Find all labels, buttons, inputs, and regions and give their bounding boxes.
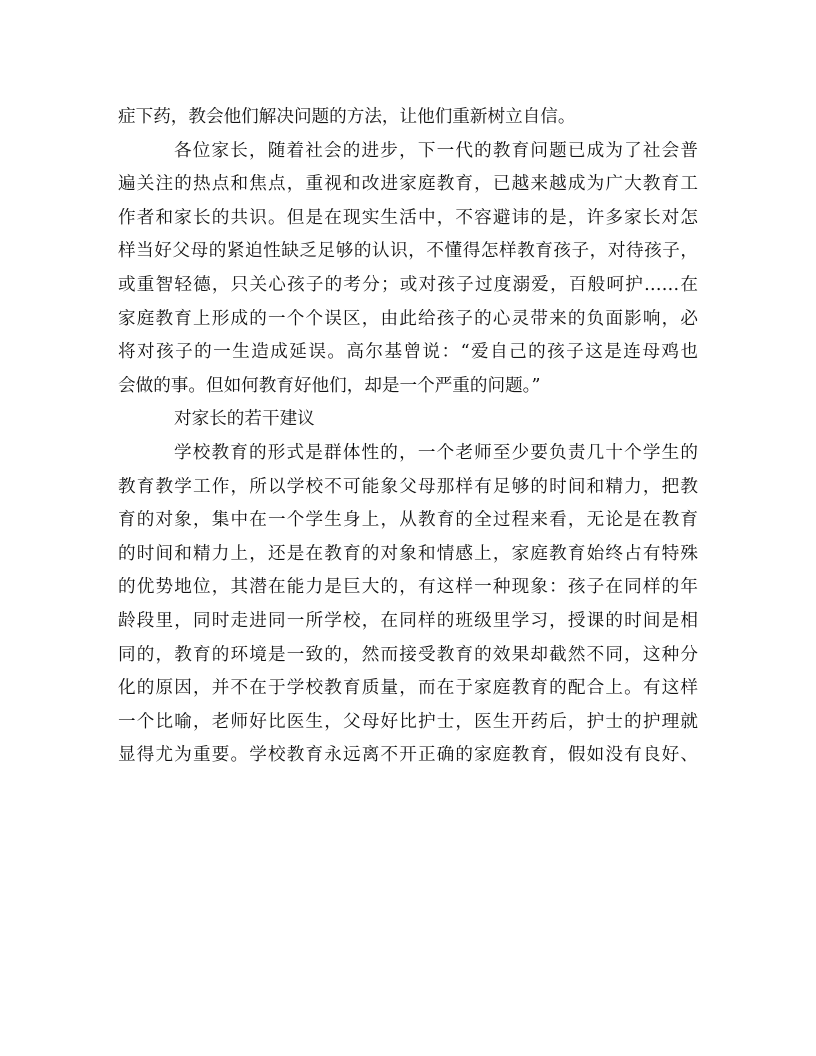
text-line: 的优势地位，其潜在能力是巨大的，有这样一种现象：孩子在同样的年 — [118, 577, 698, 598]
document-body — [118, 101, 698, 773]
text-line: 龄段里，同时走进同一所学校，在同样的班级里学习，授课的时间是相 — [118, 610, 698, 631]
text-line: 学校教育的形式是群体性的，一个老师至少要负责几十个学生的 — [174, 442, 698, 463]
text-line: 同的，教育的环境是一致的，然而接受教育的效果却截然不同，这种分 — [118, 644, 698, 665]
text-line: 或重智轻德，只关心孩子的考分；或对孩子过度溺爱，百般呵护……在 — [118, 274, 698, 295]
text-line: 作者和家长的共识。但是在现实生活中，不容避讳的是，许多家长对怎 — [118, 207, 698, 228]
text-line: 一个比喻，老师好比医生，父母好比护士，医生开药后，护士的护理就 — [118, 711, 698, 732]
text-line: 的时间和精力上，还是在教育的对象和情感上，家庭教育始终占有特殊 — [118, 543, 698, 564]
text-line: 样当好父母的紧迫性缺乏足够的认识，不懂得怎样教育孩子，对待孩子， — [118, 241, 698, 262]
text-line: 会做的事。但如何教育好他们，却是一个严重的问题。” — [118, 375, 541, 396]
text-line: 遍关注的热点和焦点，重视和改进家庭教育，已越来越成为广大教育工 — [118, 174, 698, 195]
text-line: 将对孩子的一生造成延误。高尔基曾说：“爱自己的孩子这是连母鸡也 — [118, 342, 698, 363]
text-line: 家庭教育上形成的一个个误区，由此给孩子的心灵带来的负面影响，必 — [118, 308, 698, 329]
text-line: 化的原因，并不在于学校教育质量，而在于家庭教育的配合上。有这样 — [118, 678, 698, 699]
text-line: 育的对象，集中在一个学生身上，从教育的全过程来看，无论是在教育 — [118, 510, 698, 531]
text-line: 各位家长，随着社会的进步，下一代的教育问题已成为了社会普 — [174, 140, 698, 161]
text-line: 症下药，教会他们解决问题的方法，让他们重新树立自信。 — [118, 107, 576, 127]
text-line: 教育教学工作，所以学校不可能象父母那样有足够的时间和精力，把教 — [118, 476, 698, 497]
section-heading: 对家长的若干建议 — [174, 409, 315, 430]
text-line: 显得尤为重要。学校教育永远离不开正确的家庭教育，假如没有良好、 — [118, 745, 698, 766]
